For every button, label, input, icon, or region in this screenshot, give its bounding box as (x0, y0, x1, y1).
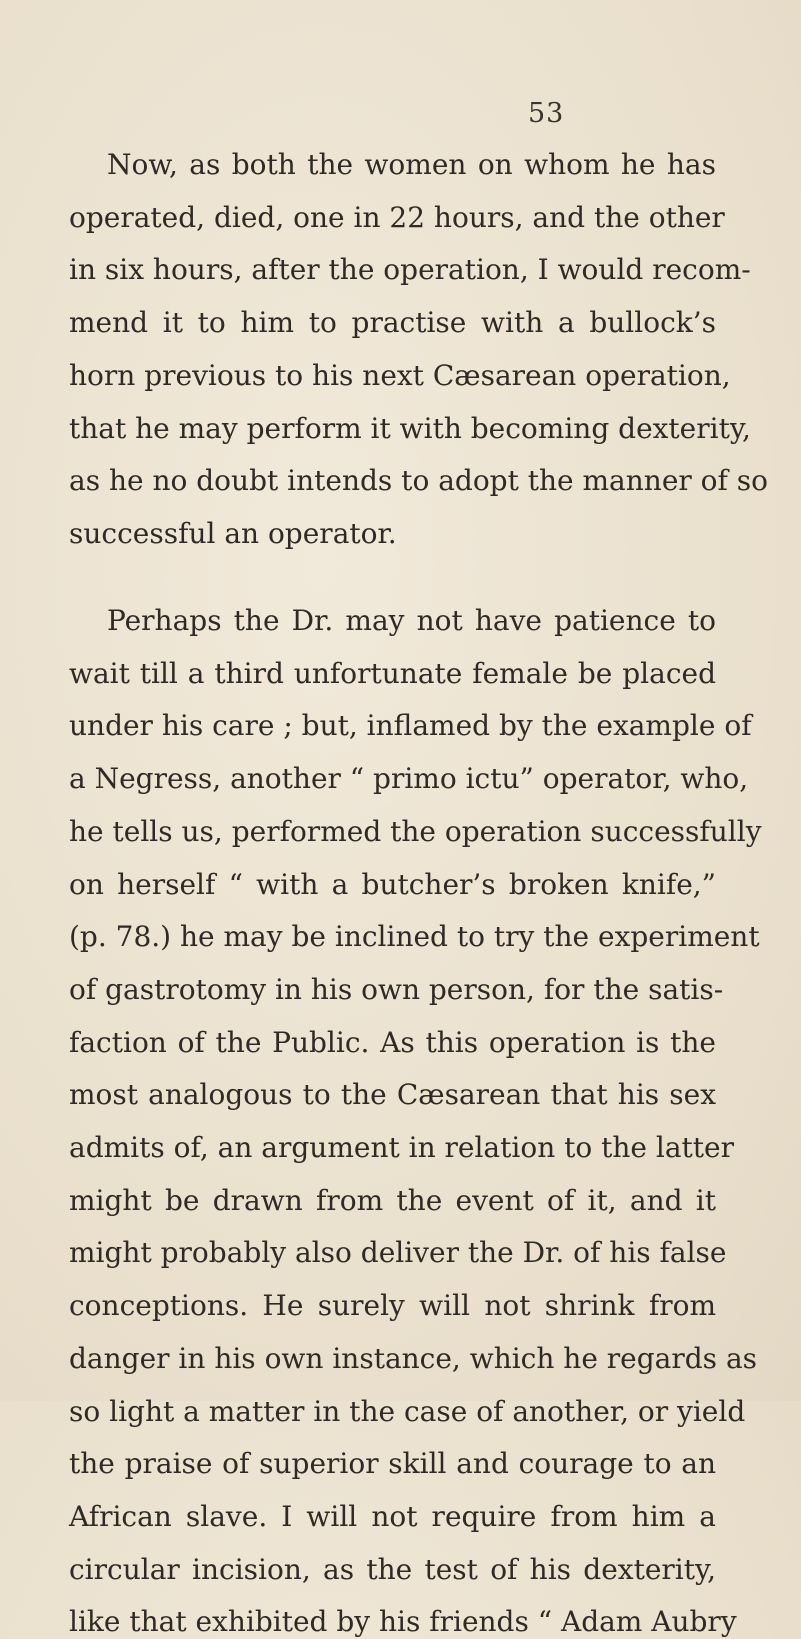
text-line: of gastrotomy in his own person, for the satis- (69, 973, 724, 1006)
text-line: that he may perform it with becoming dexterity, (69, 412, 751, 445)
text-line: like that exhibited by his friends “ Adam Aubry (69, 1605, 737, 1638)
text-line: Perhaps the Dr. may not have patience to (107, 604, 716, 637)
text-line: (p. 78.) he may be inclined to try the experiment (69, 920, 760, 953)
text-line: under his care ; but, inflamed by the example of (69, 709, 752, 742)
text-line: on herself “ with a butcher’s broken knife,” (69, 868, 716, 901)
text-line: operated, died, one in 22 hours, and the other (69, 201, 725, 234)
text-line: a Negress, another “ primo ictu” operator, who, (69, 762, 749, 795)
text-line: horn previous to his next Cæsarean operation, (69, 359, 731, 392)
text-line: African slave. I will not require from him a (69, 1500, 716, 1533)
page-number: 53 (528, 98, 565, 129)
text-line: mend it to him to practise with a bullock’s (69, 306, 716, 339)
text-line: danger in his own instance, which he regards as (69, 1342, 758, 1375)
text-line: admits of, an argument in relation to the latter (69, 1131, 734, 1164)
text-line: so light a matter in the case of another, or yield (69, 1395, 746, 1428)
text-line: successful an operator. (69, 517, 397, 550)
text-line: the praise of superior skill and courage to an (69, 1447, 716, 1480)
text-line: he tells us, performed the operation successfully (69, 815, 762, 848)
text-line: faction of the Public. As this operation is the (69, 1026, 716, 1059)
text-line: wait till a third unfortunate female be placed (69, 657, 716, 690)
text-line: might probably also deliver the Dr. of his false (69, 1236, 727, 1269)
text-line: as he no doubt intends to adopt the manner of so (69, 464, 769, 497)
text-line: in six hours, after the operation, I would recom- (69, 253, 751, 286)
text-line: conceptions. He surely will not shrink from (69, 1289, 716, 1322)
text-line: might be drawn from the event of it, and it (69, 1184, 716, 1217)
text-line: Now, as both the women on whom he has (107, 148, 716, 181)
text-line: most analogous to the Cæsarean that his sex (69, 1078, 716, 1111)
text-line: circular incision, as the test of his dexterity, (69, 1553, 716, 1586)
